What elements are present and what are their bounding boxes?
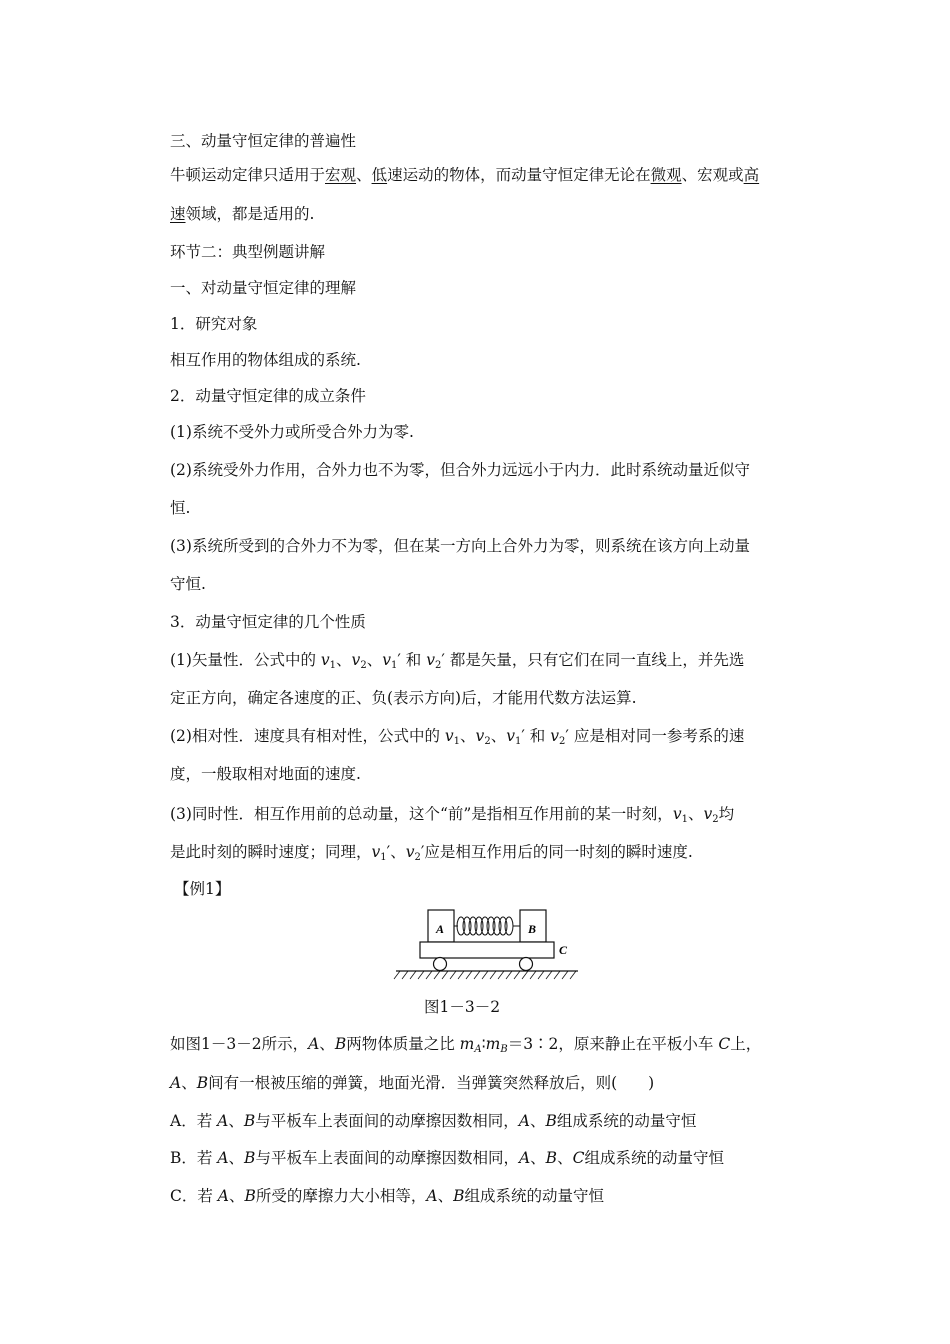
condition-2-line1: (2)系统受外力作用，合外力也不为零，但合外力远远小于内力．此时系统动量近似守 bbox=[170, 461, 750, 479]
property-relativity-line1: (2)相对性．速度具有相对性，公式中的 $v_1$、$v_2$、$v_1'$ 和 $v_2'$ 应是相对同一参考系的速 bbox=[170, 727, 745, 747]
underline-high: 高 bbox=[743, 166, 760, 184]
figure-caption: 图1－3－2 bbox=[424, 998, 501, 1016]
ground-hatch bbox=[394, 971, 576, 979]
cart-spring-figure bbox=[392, 905, 582, 983]
wheel-right bbox=[520, 958, 533, 971]
label-c: C bbox=[559, 943, 568, 957]
underline-macro: 宏观 bbox=[325, 166, 357, 184]
label-b: B bbox=[528, 922, 537, 936]
wheel-left bbox=[434, 958, 447, 971]
condition-2-line2: 恒. bbox=[170, 499, 191, 517]
property-simultaneity-line2: 是此时刻的瞬时速度；同理，$v_1'$、$v_2'$应是相互作用后的同一时刻的瞬时速度. bbox=[170, 843, 693, 863]
paragraph-newton-scope-cont: 速领域，都是适用的. bbox=[170, 205, 315, 223]
condition-3-line1: (3)系统所受到的合外力不为零，但在某一方向上合外力为零，则系统在该方向上动量 bbox=[170, 537, 750, 555]
property-relativity-line2: 度，一般取相对地面的速度. bbox=[170, 765, 361, 783]
heading-understanding: 一、对动量守恒定律的理解 bbox=[170, 279, 357, 297]
section-two-title: 环节二：典型例题讲解 bbox=[170, 243, 326, 261]
condition-3-line2: 守恒. bbox=[170, 575, 206, 593]
option-a[interactable]: A．若 A、B与平板车上表面间的动摩擦因数相同，A、B组成系统的动量守恒 bbox=[170, 1112, 697, 1130]
example-label: 【例1】 bbox=[174, 880, 231, 898]
spring bbox=[454, 917, 520, 935]
section-heading-universality: 三、动量守恒定律的普遍性 bbox=[170, 132, 357, 150]
question-line2: A、B间有一根被压缩的弹簧，地面光滑．当弹簧突然释放后，则( ) bbox=[170, 1074, 655, 1092]
condition-1: (1)系统不受外力或所受合外力为零. bbox=[170, 423, 414, 441]
underline-speed: 速 bbox=[170, 205, 186, 223]
item2-title: 2．动量守恒定律的成立条件 bbox=[170, 387, 366, 405]
paragraph-newton-scope: 牛顿运动定律只适用于宏观、低速运动的物体，而动量守恒定律无论在微观、宏观或高 bbox=[170, 166, 760, 184]
option-b[interactable]: B．若 A、B与平板车上表面间的动摩擦因数相同，A、B、C组成系统的动量守恒 bbox=[170, 1149, 724, 1167]
item1-title: 1．研究对象 bbox=[170, 315, 258, 333]
label-a: A bbox=[436, 922, 445, 936]
property-simultaneity-line1: (3)同时性．相互作用前的总动量，这个“前”是指相互作用前的某一时刻，$v_1$、$v_2$均 bbox=[170, 805, 735, 825]
underline-micro: 微观 bbox=[650, 166, 682, 184]
item1-text: 相互作用的物体组成的系统. bbox=[170, 351, 361, 369]
property-vector-line1: (1)矢量性．公式中的 $v_1$、$v_2$、$v_1'$ 和 $v_2'$ 都是矢量，只有它们在同一直线上，并先选 bbox=[170, 651, 745, 671]
property-vector-line2: 定正方向，确定各速度的正、负(表示方向)后，才能用代数方法运算. bbox=[170, 689, 637, 707]
option-c[interactable]: C．若 A、B所受的摩擦力大小相等，A、B组成系统的动量守恒 bbox=[170, 1187, 605, 1205]
question-line1: 如图1－3－2所示，A、B两物体质量之比 $m_A∶m_B=3∶2$，原来静止在平板小车 C上， bbox=[170, 1035, 762, 1055]
cart-board bbox=[420, 942, 554, 958]
item3-title: 3．动量守恒定律的几个性质 bbox=[170, 613, 366, 631]
underline-low: 低 bbox=[371, 166, 388, 184]
